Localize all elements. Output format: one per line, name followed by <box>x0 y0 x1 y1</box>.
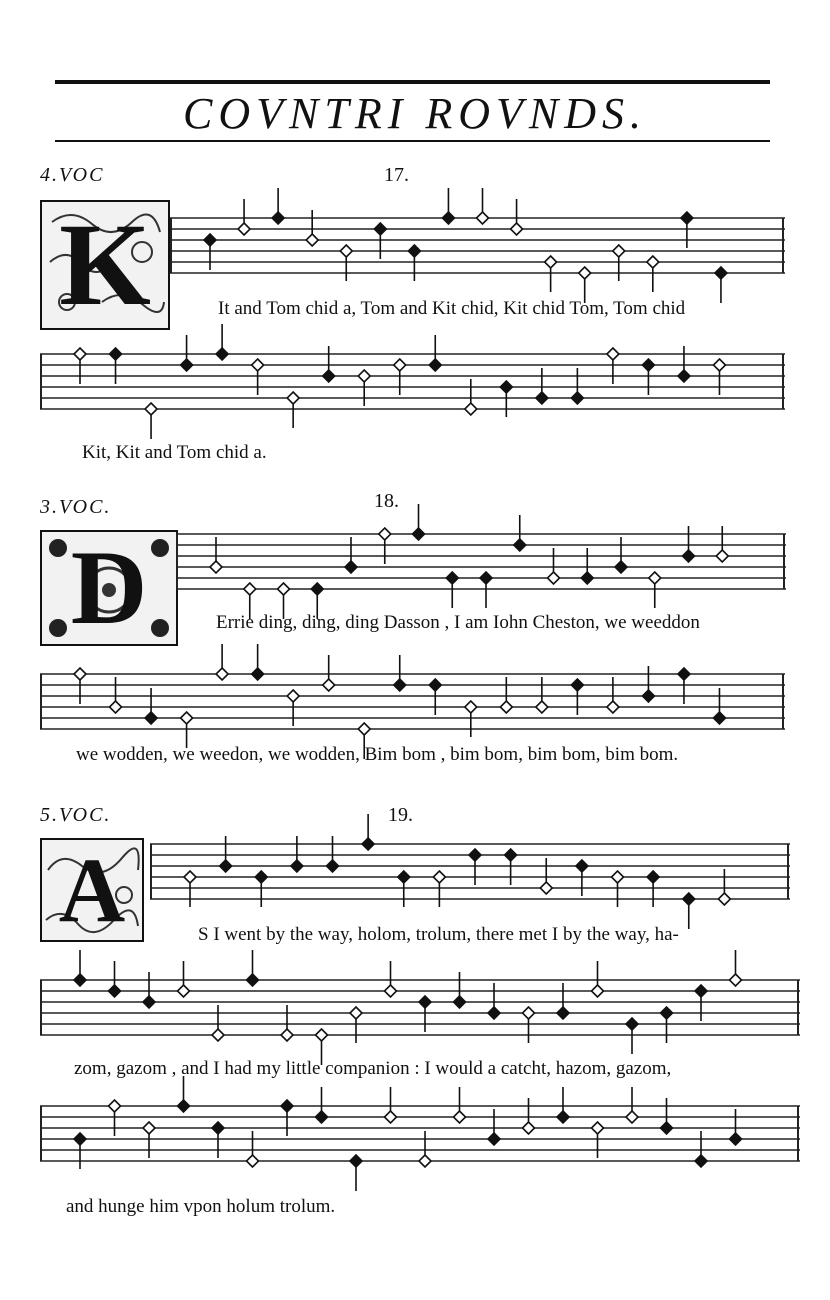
voices-label: 3.VOC. <box>40 496 112 518</box>
note-head <box>358 370 370 382</box>
note-head <box>379 528 391 540</box>
header-rule-top <box>55 80 770 84</box>
note-head <box>143 996 155 1008</box>
note-head <box>291 860 303 872</box>
note-head <box>536 701 548 713</box>
note-head <box>143 1122 155 1134</box>
note-head <box>647 256 659 268</box>
header-rule-bottom <box>55 140 770 142</box>
note-head <box>272 212 284 224</box>
note-head <box>362 838 374 850</box>
note-head <box>514 539 526 551</box>
note-head <box>252 359 264 371</box>
initial-letter: D <box>70 530 148 646</box>
note-head <box>374 223 386 235</box>
note-head <box>536 392 548 404</box>
note-head <box>581 572 593 584</box>
lyric-line: and hunge him vpon holum trolum. <box>66 1196 336 1217</box>
note-head <box>548 572 560 584</box>
note-head <box>74 1133 86 1145</box>
note-head <box>523 1122 535 1134</box>
note-head <box>613 245 625 257</box>
note-head <box>571 392 583 404</box>
note-head <box>247 1155 259 1167</box>
note-head <box>216 348 228 360</box>
note-head <box>74 974 86 986</box>
note-head <box>323 679 335 691</box>
note-head <box>488 1007 500 1019</box>
note-head <box>695 985 707 997</box>
note-head <box>385 985 397 997</box>
note-head <box>278 583 290 595</box>
lyric-line: zom, gazom , and I had my little companion : I would a catcht, hazom, gazom, <box>74 1058 672 1079</box>
note-head <box>419 996 431 1008</box>
note-head <box>642 690 654 702</box>
music-staff <box>40 976 800 1040</box>
voices-label: 4.VOC <box>40 164 105 186</box>
note-head <box>488 1133 500 1145</box>
note-head <box>678 370 690 382</box>
note-head <box>419 1155 431 1167</box>
note-head <box>394 359 406 371</box>
note-head <box>500 381 512 393</box>
lyric-line: we wodden, we weedon, we wodden, Bim bom , bim bom, bim bom, bim bom. <box>76 744 679 765</box>
note-head <box>311 583 323 595</box>
note-head <box>678 668 690 680</box>
note-head <box>433 871 445 883</box>
initial-letter-d <box>40 530 178 646</box>
note-head <box>181 359 193 371</box>
note-head <box>661 1007 673 1019</box>
note-head <box>145 712 157 724</box>
note-head <box>469 849 481 861</box>
note-head <box>184 871 196 883</box>
music-staff <box>40 670 785 734</box>
note-head <box>607 348 619 360</box>
note-head <box>316 1029 328 1041</box>
note-head <box>557 1007 569 1019</box>
note-head <box>181 712 193 724</box>
note-head <box>145 403 157 415</box>
note-head <box>281 1029 293 1041</box>
note-head <box>642 359 654 371</box>
note-head <box>238 223 250 235</box>
note-head <box>345 561 357 573</box>
note-head <box>465 403 477 415</box>
note-head <box>592 985 604 997</box>
note-head <box>446 572 458 584</box>
note-head <box>110 348 122 360</box>
note-head <box>429 679 441 691</box>
note-head <box>74 348 86 360</box>
note-head <box>255 871 267 883</box>
note-head <box>592 1122 604 1134</box>
note-head <box>647 871 659 883</box>
note-head <box>716 550 728 562</box>
note-head <box>281 1100 293 1112</box>
round-number: 18. <box>374 490 399 512</box>
note-head <box>545 256 557 268</box>
note-head <box>109 1100 121 1112</box>
note-head <box>713 359 725 371</box>
note-head <box>316 1111 328 1123</box>
note-head <box>511 223 523 235</box>
note-head <box>540 882 552 894</box>
note-head <box>340 245 352 257</box>
note-head <box>398 871 410 883</box>
note-head <box>110 701 122 713</box>
initial-letter: A <box>58 839 126 941</box>
note-head <box>579 267 591 279</box>
note-head <box>244 583 256 595</box>
note-head <box>715 267 727 279</box>
music-staff <box>40 1102 800 1166</box>
note-head <box>571 679 583 691</box>
lyric-line: Kit, Kit and Tom chid a. <box>82 442 267 463</box>
note-head <box>442 212 454 224</box>
note-head <box>607 701 619 713</box>
initial-letter-k <box>40 200 170 330</box>
note-head <box>306 234 318 246</box>
note-head <box>327 860 339 872</box>
note-head <box>287 392 299 404</box>
note-head <box>730 974 742 986</box>
note-head <box>576 860 588 872</box>
note-head <box>477 212 489 224</box>
note-head <box>394 679 406 691</box>
note-head <box>220 860 232 872</box>
note-head <box>358 723 370 735</box>
note-head <box>626 1018 638 1030</box>
note-head <box>695 1155 707 1167</box>
note-head <box>212 1122 224 1134</box>
lyric-line: Errie ding, ding, ding Dasson , I am Iohn Cheston, we weeddon <box>216 612 700 633</box>
note-head <box>683 550 695 562</box>
music-staff <box>40 350 785 414</box>
music-staff <box>170 214 785 278</box>
note-head <box>523 1007 535 1019</box>
note-head <box>350 1007 362 1019</box>
initial-letter-a <box>40 838 144 942</box>
round-number: 17. <box>384 164 409 186</box>
note-head <box>681 212 693 224</box>
note-head <box>612 871 624 883</box>
note-head <box>350 1155 362 1167</box>
note-head <box>454 1111 466 1123</box>
note-head <box>505 849 517 861</box>
note-head <box>480 572 492 584</box>
lyric-line: S I went by the way, holom, trolum, there met I by the way, ha- <box>198 924 679 945</box>
music-staff <box>150 840 790 904</box>
note-head <box>454 996 466 1008</box>
note-head <box>212 1029 224 1041</box>
note-head <box>323 370 335 382</box>
note-head <box>500 701 512 713</box>
note-head <box>649 572 661 584</box>
note-head <box>615 561 627 573</box>
voices-label: 5.VOC. <box>40 804 112 826</box>
note-head <box>385 1111 397 1123</box>
note-head <box>730 1133 742 1145</box>
note-head <box>557 1111 569 1123</box>
note-head <box>287 690 299 702</box>
note-head <box>74 668 86 680</box>
note-head <box>465 701 477 713</box>
round-number: 19. <box>388 804 413 826</box>
note-head <box>661 1122 673 1134</box>
note-head <box>109 985 121 997</box>
note-head <box>626 1111 638 1123</box>
note-head <box>210 561 222 573</box>
note-head <box>216 668 228 680</box>
note-head <box>204 234 216 246</box>
initial-letter: K <box>59 200 151 330</box>
note-head <box>178 985 190 997</box>
lyric-line: It and Tom chid a, Tom and Kit chid, Kit chid Tom, Tom chid <box>218 298 686 319</box>
note-head <box>408 245 420 257</box>
note-head <box>413 528 425 540</box>
music-staff <box>176 530 786 594</box>
page-title: COVNTRI ROVNDS. <box>183 89 647 138</box>
note-head <box>713 712 725 724</box>
note-head <box>178 1100 190 1112</box>
note-head <box>247 974 259 986</box>
note-head <box>252 668 264 680</box>
note-head <box>718 893 730 905</box>
note-head <box>683 893 695 905</box>
note-head <box>429 359 441 371</box>
